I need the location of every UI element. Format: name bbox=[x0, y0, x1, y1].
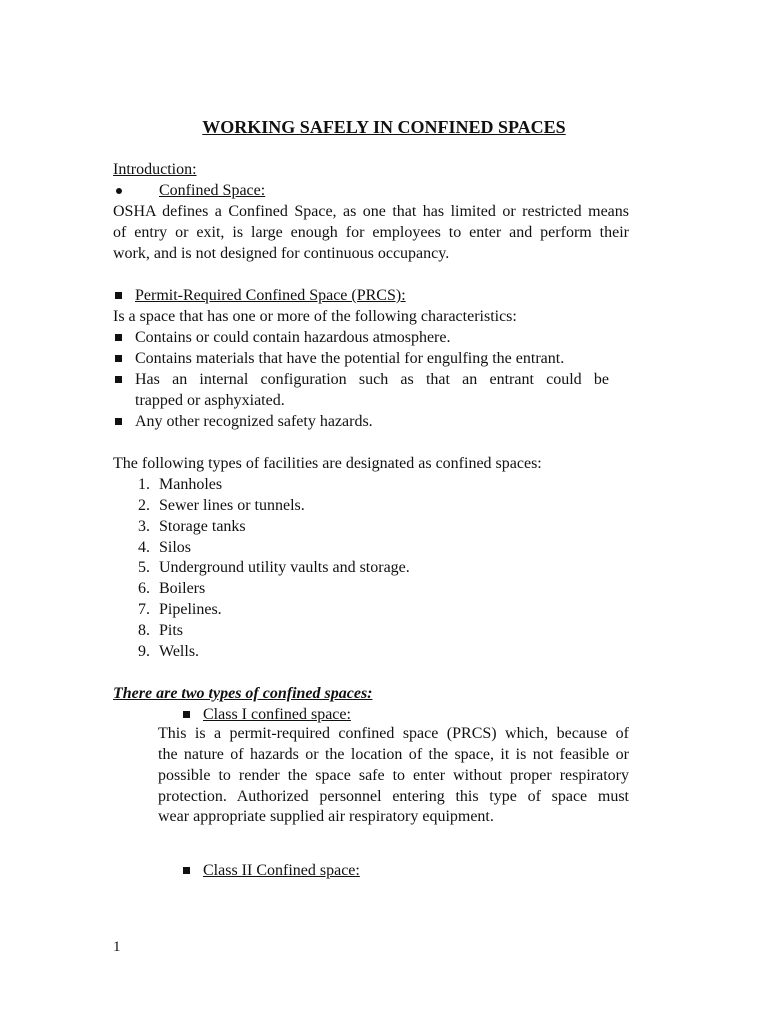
facilities-intro: The following types of facilities are designated as confined spaces: bbox=[113, 455, 542, 472]
list-number: 8. bbox=[138, 622, 150, 639]
class1-description-line: wear appropriate supplied air respiratory equipment. bbox=[158, 808, 494, 825]
characteristic-item: Contains materials that have the potential for engulfing the entrant. bbox=[135, 350, 565, 367]
characteristic-continuation: trapped or asphyxiated. bbox=[135, 392, 285, 409]
class2-heading: Class II Confined space: bbox=[203, 862, 360, 879]
facility-item: Sewer lines or tunnels. bbox=[159, 497, 305, 514]
introduction-heading: Introduction: bbox=[113, 161, 197, 178]
document-title: WORKING SAFELY IN CONFINED SPACES bbox=[202, 117, 566, 137]
osha-definition-line: of entry or exit, is large enough for employees to enter and perform their bbox=[113, 224, 629, 241]
types-heading: There are two types of confined spaces: bbox=[113, 685, 373, 702]
class1-description-line: the nature of hazards or the location of the space, it is not feasible or bbox=[158, 746, 629, 763]
facility-item: Pipelines. bbox=[159, 601, 222, 618]
characteristic-item: Any other recognized safety hazards. bbox=[135, 413, 373, 430]
prcs-intro: Is a space that has one or more of the following characteristics: bbox=[113, 308, 517, 325]
list-number: 2. bbox=[138, 497, 150, 514]
list-number: 7. bbox=[138, 601, 150, 618]
facility-item: Manholes bbox=[159, 476, 223, 493]
characteristic-item: Has an internal configuration such as that an entrant could be bbox=[135, 371, 609, 388]
square-bullet-icon bbox=[183, 711, 190, 718]
square-bullet-icon bbox=[183, 867, 190, 874]
list-number: 1. bbox=[138, 476, 150, 493]
class1-heading: Class I confined space: bbox=[203, 706, 351, 723]
bullet-dot-icon bbox=[116, 188, 122, 194]
prcs-heading: Permit-Required Confined Space (PRCS): bbox=[135, 287, 406, 304]
facility-item: Silos bbox=[159, 539, 192, 556]
square-bullet-icon bbox=[115, 418, 122, 425]
square-bullet-icon bbox=[115, 355, 122, 362]
confined-space-heading: Confined Space: bbox=[159, 182, 266, 199]
list-number: 4. bbox=[138, 539, 150, 556]
characteristic-item: Contains or could contain hazardous atmosphere. bbox=[135, 329, 451, 346]
class1-description-line: possible to render the space safe to enter without proper respiratory bbox=[158, 767, 629, 784]
class1-description-line: protection. Authorized personnel entering this type of space must bbox=[158, 788, 629, 805]
osha-definition-line: work, and is not designed for continuous occupancy. bbox=[113, 245, 450, 262]
facility-item: Wells. bbox=[159, 643, 200, 660]
facility-item: Pits bbox=[159, 622, 184, 639]
list-number: 3. bbox=[138, 518, 150, 535]
square-bullet-icon bbox=[115, 334, 122, 341]
list-number: 5. bbox=[138, 559, 150, 576]
facility-item: Storage tanks bbox=[159, 518, 246, 535]
list-number: 6. bbox=[138, 580, 150, 597]
facility-item: Underground utility vaults and storage. bbox=[159, 559, 410, 576]
list-number: 9. bbox=[138, 643, 150, 660]
class1-description-line: This is a permit-required confined space (PRCS) which, because of bbox=[158, 725, 629, 742]
square-bullet-icon bbox=[115, 292, 122, 299]
page-number: 1 bbox=[113, 939, 121, 955]
square-bullet-icon bbox=[115, 376, 122, 383]
facility-item: Boilers bbox=[159, 580, 206, 597]
osha-definition-line: OSHA defines a Confined Space, as one that has limited or restricted means bbox=[113, 203, 629, 220]
